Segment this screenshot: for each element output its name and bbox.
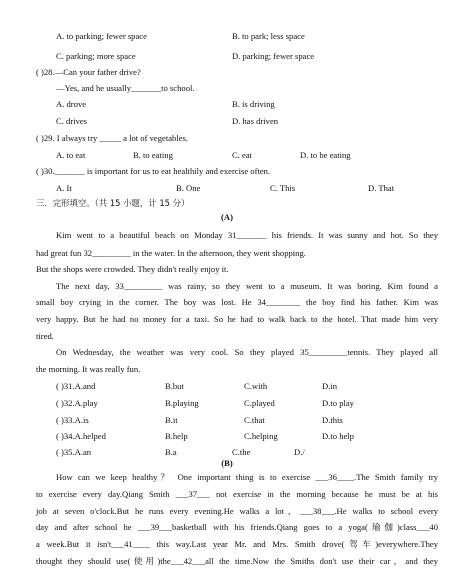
q29-option-d: D. to be eating <box>300 150 351 160</box>
q32-choice-b: B.playing <box>165 398 199 408</box>
q29-option-a: A. to eat <box>56 150 86 160</box>
q33-choice-c: C.that <box>244 415 265 425</box>
passage-b-line: thought they should use(使用)the___42___all the time.Now the Smiths don't use their car，and they <box>36 556 438 566</box>
q32-choice-c: C.played <box>244 398 275 408</box>
q27-option-c: C. parking; more space <box>56 51 136 61</box>
passage-a-line: very happy. But he had no money for a taxi. So he had to walk back to the hotel. That made him very <box>36 314 438 324</box>
q34-choice-b: B.help <box>165 431 188 441</box>
q31-choice-c: C.with <box>244 381 268 391</box>
q29-option-b: B. to eating <box>133 150 173 160</box>
passage-b-line: How can we keep healthy？ One important thing is to exercise ___36____.The Smith family try <box>56 472 438 482</box>
passage-a-line: On Wednesday, the weather was very cool. So they played 35_________tennis. They played all <box>56 347 438 357</box>
passage-a-line: Kim went to a beautiful beach on Monday 31_______ his friends. It was sunny and hot. So they <box>56 230 438 240</box>
passage-b-line: job at seven o'clock.But he runs every evening.He walks a lot，___38___.He walks to school every <box>36 506 438 516</box>
q35-choice-b: B.a <box>165 447 177 457</box>
passage-a-line: small boy crying in the corner. The boy was lost. He 34________ the boy find his father. Kim was <box>36 297 438 307</box>
q32-choice-d: D.to play <box>322 398 354 408</box>
q30-option-a: A. It <box>56 183 72 193</box>
q28-reply: —Yes, and he usually_______to school. <box>56 83 195 93</box>
q34-choice-d: D.to help <box>322 431 354 441</box>
passage-a-line: But the shops were crowded. They didn't really enjoy it. <box>36 264 229 274</box>
q34-choice-a: ( )34.A.helped <box>56 431 106 441</box>
q29-stem: ( )29. I always try _____ a lot of vegetables. <box>36 133 189 143</box>
passage-b-line: day and after school he ___39___basketball with his friends.Qiang goes to a yoga(瑜伽)class___40 <box>36 522 438 532</box>
q33-choice-a: ( )33.A.is <box>56 415 89 425</box>
passage-a-line: tired. <box>36 331 54 341</box>
q27-option-b: B. to park; less space <box>232 31 305 41</box>
passage-a-line: The next day, 33_________ was rainy, so they went to a museum. It was boring. Kim found a <box>56 281 438 291</box>
passage-a-line: had great fun 32_________ in the water. In the afternoon, they went shopping. <box>36 248 306 258</box>
q35-choice-c: C.the <box>232 447 251 457</box>
passage-b-heading: (B) <box>221 458 233 468</box>
q33-choice-b: B.it <box>165 415 178 425</box>
q34-choice-c: C.helping <box>244 431 278 441</box>
q27-option-d: D. parking; fewer space <box>232 51 315 61</box>
q30-option-b: B. One <box>176 183 201 193</box>
q30-option-c: C. This <box>270 183 296 193</box>
passage-b-line: a week.But it isn't___41____ this way.Last year Mr. and Mrs. Smith drove(驾车)everywhere.They <box>36 539 438 549</box>
passage-a-line: the morning. It was really fun. <box>36 364 141 374</box>
q28-option-d: D. has driven <box>232 116 279 126</box>
q31-choice-d: D.in <box>322 381 338 391</box>
q28-option-a: A. drove <box>56 99 87 109</box>
q31-choice-b: B.but <box>165 381 184 391</box>
section-title: 三．完形填空。（共 15 小题，计 15 分） <box>36 198 190 208</box>
q30-stem: ( )30._______ is important for us to eat healthily and exercise often. <box>36 166 271 176</box>
q28-option-b: B. is driving <box>232 99 275 109</box>
q27-option-a: A. to parking; fewer space <box>56 31 147 41</box>
q28-stem: ( )28.—Can your father drive? <box>36 67 141 77</box>
q33-choice-d: D.this <box>322 415 343 425</box>
passage-a-heading: (A) <box>221 212 233 222</box>
passage-b-line: to exercise every day.Qiang Smith ___37___ not exercise in the morning because he must be at his <box>36 489 438 499</box>
q28-option-c: C. drives <box>56 116 88 126</box>
q35-choice-d: D./ <box>294 447 305 457</box>
q32-choice-a: ( )32.A.play <box>56 398 98 408</box>
q31-choice-a: ( )31.A.and <box>56 381 96 391</box>
q30-option-d: D. That <box>368 183 395 193</box>
q35-choice-a: ( )35.A.an <box>56 447 92 457</box>
q29-option-c: C. eat <box>232 150 253 160</box>
